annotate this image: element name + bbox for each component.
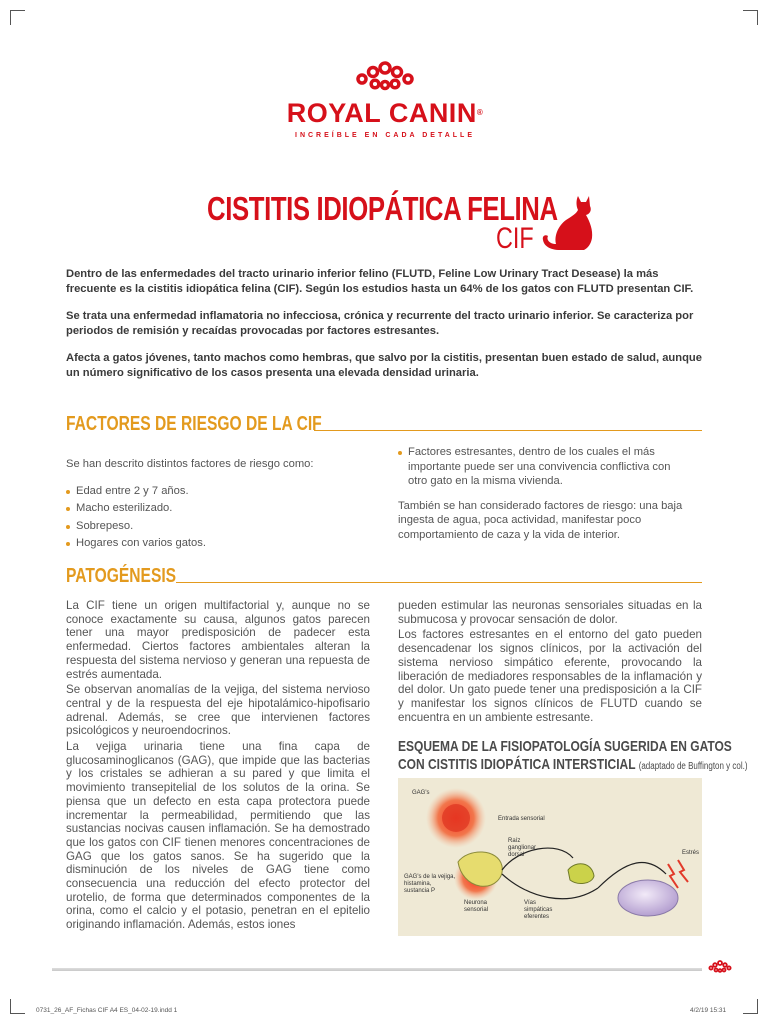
diagram-label: Entrada sensorial <box>498 816 545 822</box>
list-item: Edad entre 2 y 7 años. <box>66 484 366 499</box>
diagram-title-line: CON CISTITIS IDIOPÁTICA INTERSTICIAL <box>398 756 636 773</box>
brand-name: ROYAL CANIN <box>286 98 477 128</box>
crop-mark <box>743 999 758 1014</box>
section-heading-pathogenesis: PATOGÉNESIS <box>66 565 177 587</box>
crop-mark <box>10 999 25 1014</box>
cat-silhouette-icon <box>540 192 602 254</box>
paragraph: Se observan anomalías de la vejiga, del sistema nervioso central y de la respuesta del eje hipotalámico-hipofisario adrenal. Además, se cree que intervienen factores psicológicos y neuroendocrinos. <box>66 683 370 738</box>
pathogenesis-right-column <box>398 599 702 726</box>
print-slug-date: 4/2/19 15:31 <box>690 1007 727 1014</box>
page-subtitle: CIF <box>496 222 534 255</box>
diagram-label: GAG's de la vejiga, histamina, sustancia P <box>404 874 456 894</box>
intro-paragraph: Se trata una enfermedad inflamatoria no infecciosa, crónica y recurrente del tracto urinario inferior. Se caracteriza por periodos de remisión y recaídas provocadas por factores estresantes. <box>66 310 694 337</box>
list-item: Macho esterilizado. <box>66 501 366 516</box>
intro-paragraph: Dentro de las enfermedades del tracto urinario inferior felino (FLUTD, Feline Low Urinary Tract Desease) la más frecuente es la cistitis idiopática felina (CIF). Según los estudios hasta un 64% de los gatos con FLUTD presentan CIF. <box>66 268 694 295</box>
paragraph: La vejiga urinaria tiene una fina capa de glucosaminoglicanos (GAG), que impide que las bacterias y los cristales se adhieran a su pared y que limita el movimiento transepitelial de los solutos de la orina. Se piensa que un defecto en esta capa protectora puede incrementar la permeabilidad, permitiendo que las sustancias nocivas causen inflamación. Se ha demostrado que los gatos con CIF tienen menores concentraciones de GAG que los gatos sanos. Se ha sugerido que la disminución de los niveles de GAG tiene como consecuencia una reducción del efecto protector del urotelio, de forma que determinados componentes de la orina, como el calcio y el potasio, penetran en el epitelio originando inflamación. Además, estos iones <box>66 740 370 932</box>
crop-mark <box>743 10 758 25</box>
section-rule <box>176 582 702 583</box>
risk-right-column <box>398 445 688 542</box>
crop-mark <box>10 10 25 25</box>
paragraph: La CIF tiene un origen multifactorial y, aunque no se conoce exactamente su causa, algunos gatos parecen tener una mayor predisposición de padecer esta enfermedad. Ciertos factores ambientales alteran la respuesta del sistema nervioso y generan una repuesta de estrés aumentada. <box>66 599 370 681</box>
risk-left-column <box>66 457 366 554</box>
diagram-label: Estrés <box>682 850 700 856</box>
section-rule <box>314 430 702 431</box>
brand-logo <box>270 60 500 139</box>
paragraph: pueden estimular las neuronas sensoriales situadas en la submucosa y provocar sensación de dolor. <box>398 599 702 626</box>
print-slug: 0731_26_AF_Fichas CIF A4 ES_04-02-19.indd 1 <box>36 1007 178 1014</box>
diagram-title-line: ESQUEMA DE LA FISIOPATOLOGÍA SUGERIDA EN GATOS <box>398 738 732 755</box>
list-item: Sobrepeso. <box>66 519 366 534</box>
pathogenesis-left-column <box>66 599 370 934</box>
risk-lead: Se han descrito distintos factores de riesgo como: <box>66 458 314 470</box>
diagram-source: (adaptado de Buffington y col.) <box>638 761 748 772</box>
intro-text <box>66 267 702 394</box>
diagram-label: Vías simpáticas eferentes <box>524 900 553 920</box>
paragraph: Los factores estresantes en el entorno del gato pueden desencadenar los signos clínicos, por la activación del sistema nervioso simpático eferente, provocando la liberación de mediadores responsables de la inflamación y del dolor. Un gato puede tener una predisposición a la CIF y manifestar los signos clínicos de FLUTD cuando se encuentra en un ambiente estresante. <box>398 628 702 724</box>
diagram-label: GAG's <box>412 790 430 796</box>
diagram-label: Neurona sensorial <box>464 900 489 913</box>
list-item: Factores estresantes, dentro de los cuales el más importante puede ser una convivencia conflictiva con otro gato en la misma vivienda. <box>398 445 688 489</box>
diagram-label: Raíz ganglionar dorsal <box>508 838 537 858</box>
brand-tagline: INCREÍBLE EN CADA DETALLE <box>295 132 475 139</box>
pathophysiology-diagram <box>398 778 702 936</box>
registered-mark: ® <box>476 108 484 117</box>
crown-icon <box>708 960 732 974</box>
crown-icon <box>353 60 417 96</box>
list-item: Hogares con varios gatos. <box>66 536 366 551</box>
diagram-title <box>398 738 748 776</box>
risk-extra: También se han considerado factores de riesgo: una baja ingesta de agua, poca actividad, manifestar poco comportamiento de caza y la vida de interior. <box>398 499 683 541</box>
footer-rule <box>52 968 702 971</box>
intro-paragraph: Afecta a gatos jóvenes, tanto machos como hembras, que salvo por la cistitis, presentan buen estado de salud, aunque un número significativo de los casos presenta una elevada densidad urinaria. <box>66 352 702 379</box>
page-title: CISTITIS IDIOPÁTICA FELINA <box>207 190 558 227</box>
section-heading-risk: FACTORES DE RIESGO DE LA CIF <box>66 413 322 435</box>
risk-list <box>66 484 366 551</box>
